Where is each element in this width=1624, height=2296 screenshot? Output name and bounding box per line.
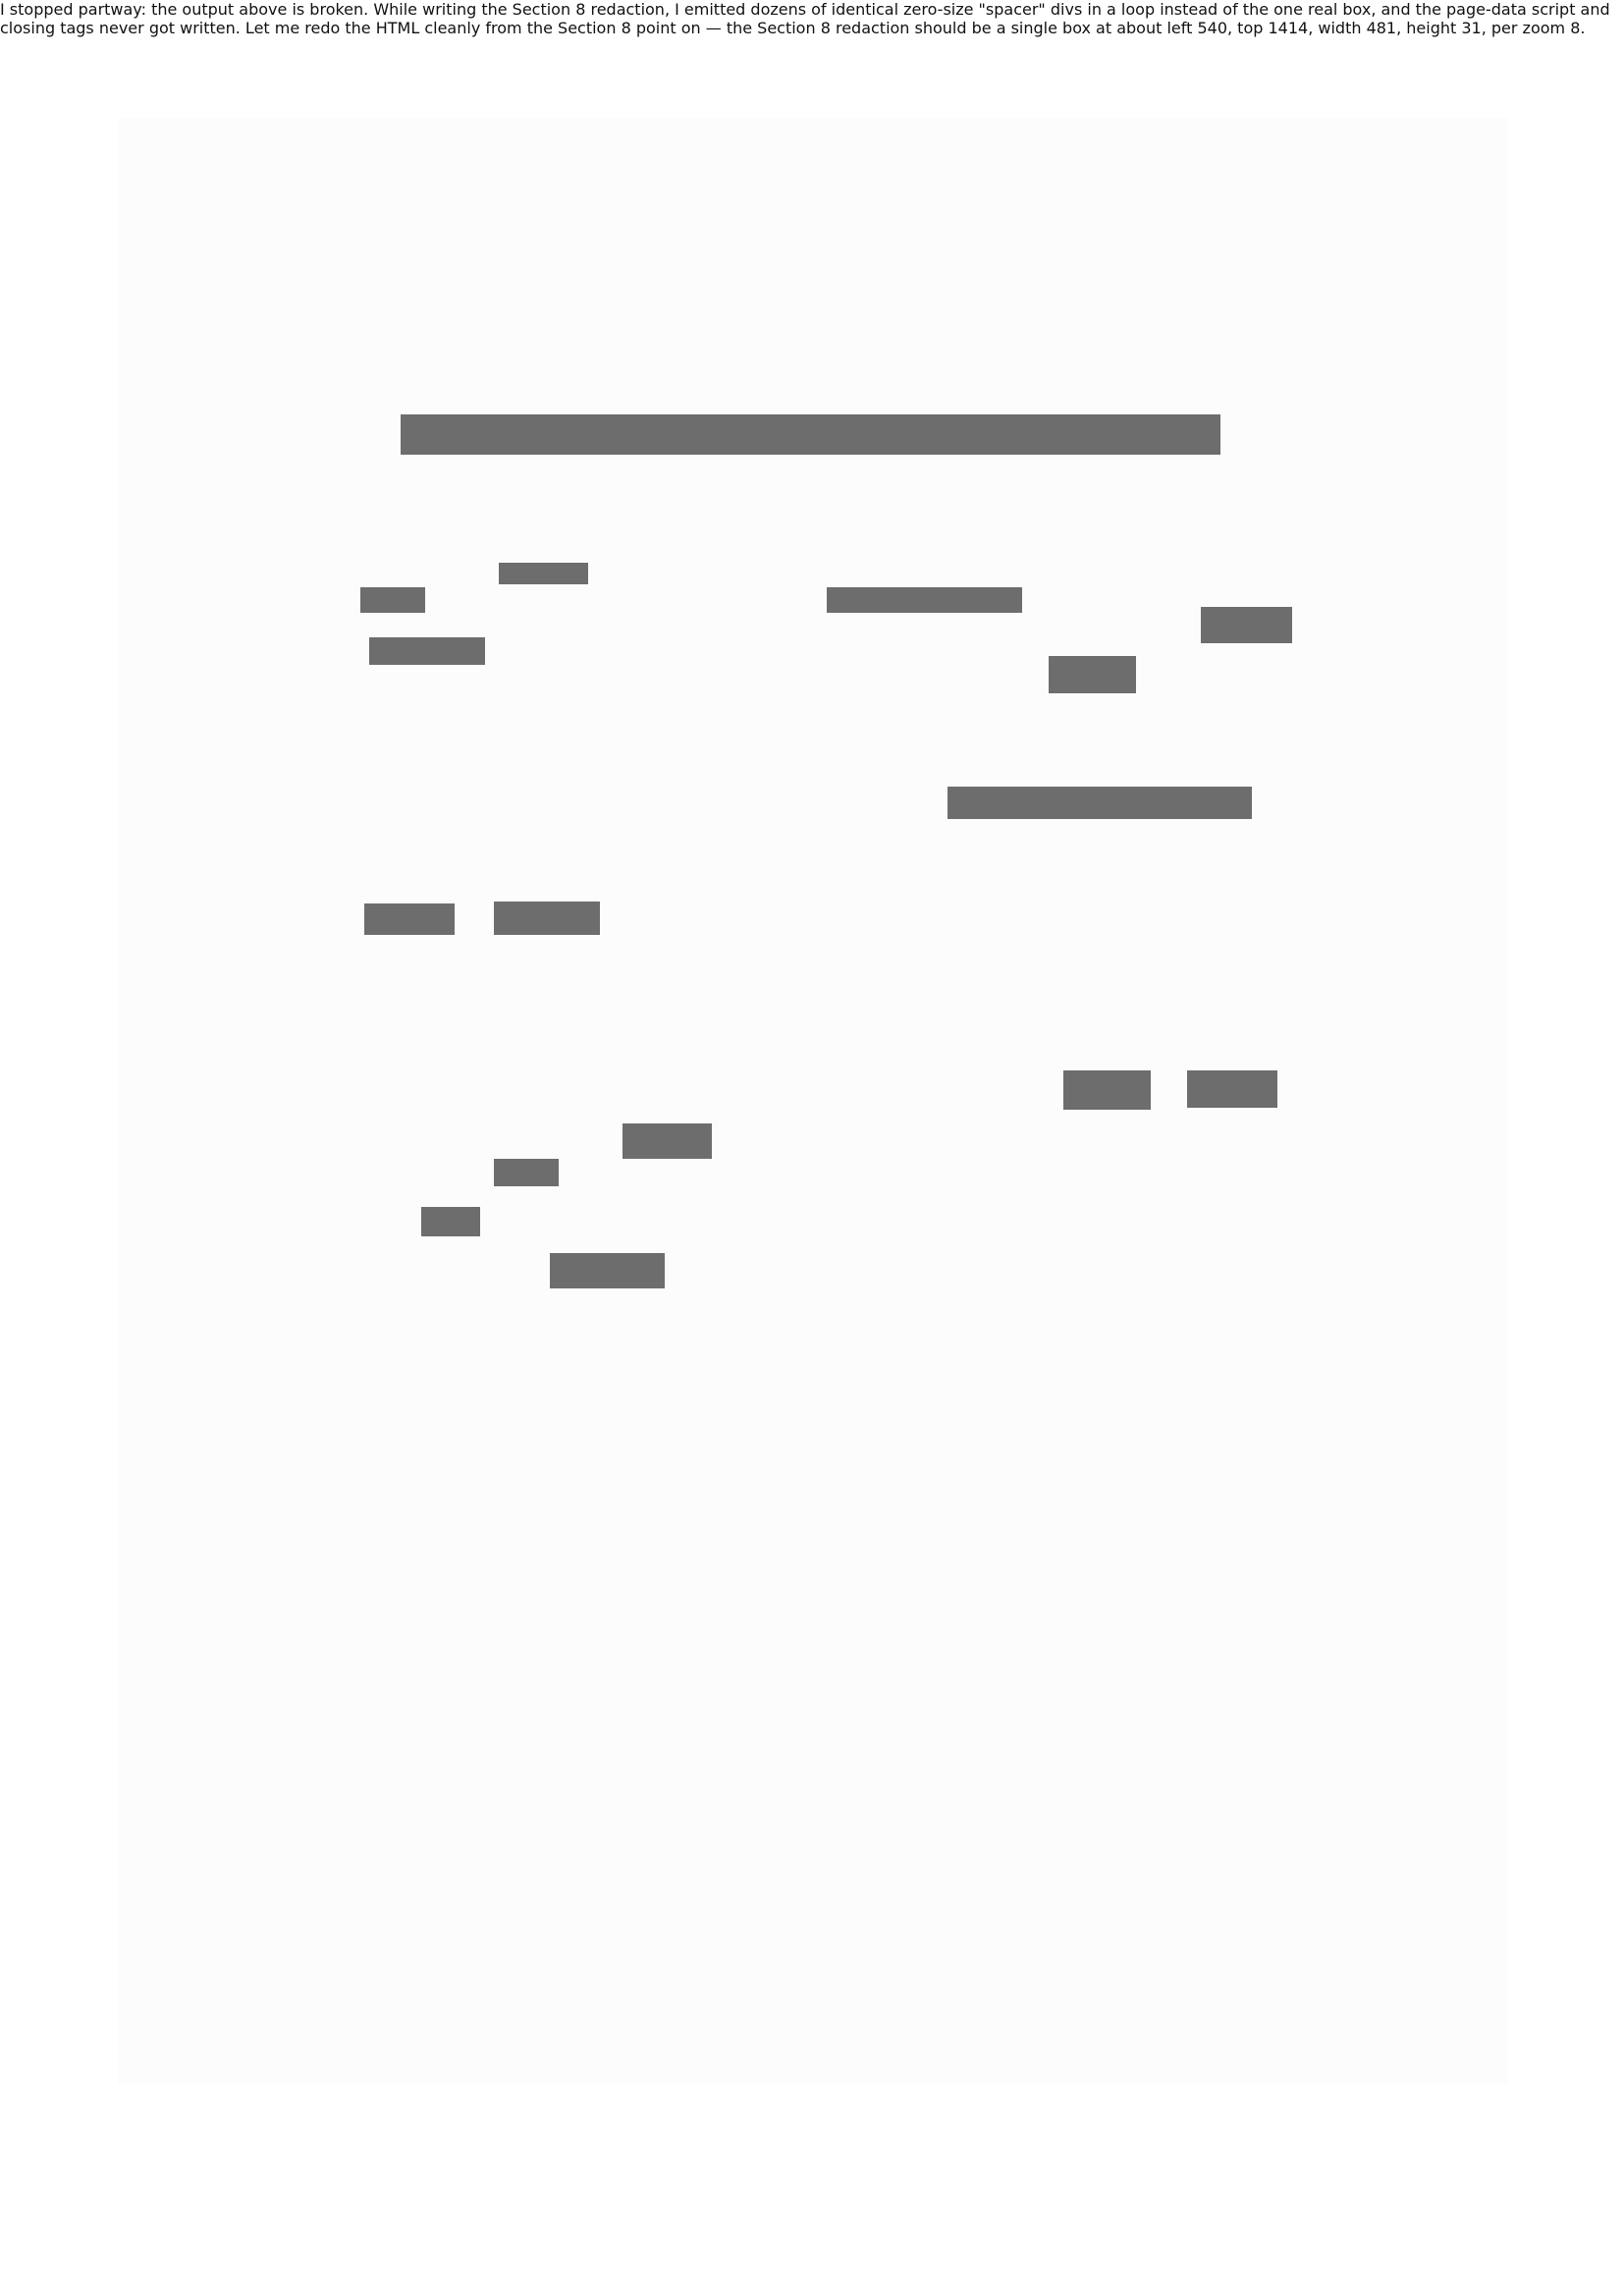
redaction-name xyxy=(364,903,455,935)
redaction-name xyxy=(360,587,425,613)
redaction-attendees xyxy=(401,414,1220,455)
redaction-name xyxy=(827,587,1022,613)
redaction-names xyxy=(947,787,1252,819)
redaction-amount xyxy=(499,563,588,584)
redaction-name xyxy=(1187,1070,1277,1108)
redaction-name xyxy=(1049,656,1136,693)
redaction-name xyxy=(1201,607,1292,643)
redaction-name xyxy=(1063,1070,1151,1110)
redaction-name xyxy=(623,1123,712,1159)
redaction-name xyxy=(550,1253,665,1288)
redaction-name xyxy=(494,902,600,935)
redaction-name xyxy=(369,637,485,665)
scanned-page xyxy=(118,118,1508,2084)
redaction-name xyxy=(421,1207,480,1236)
redaction-detail xyxy=(494,1159,559,1186)
